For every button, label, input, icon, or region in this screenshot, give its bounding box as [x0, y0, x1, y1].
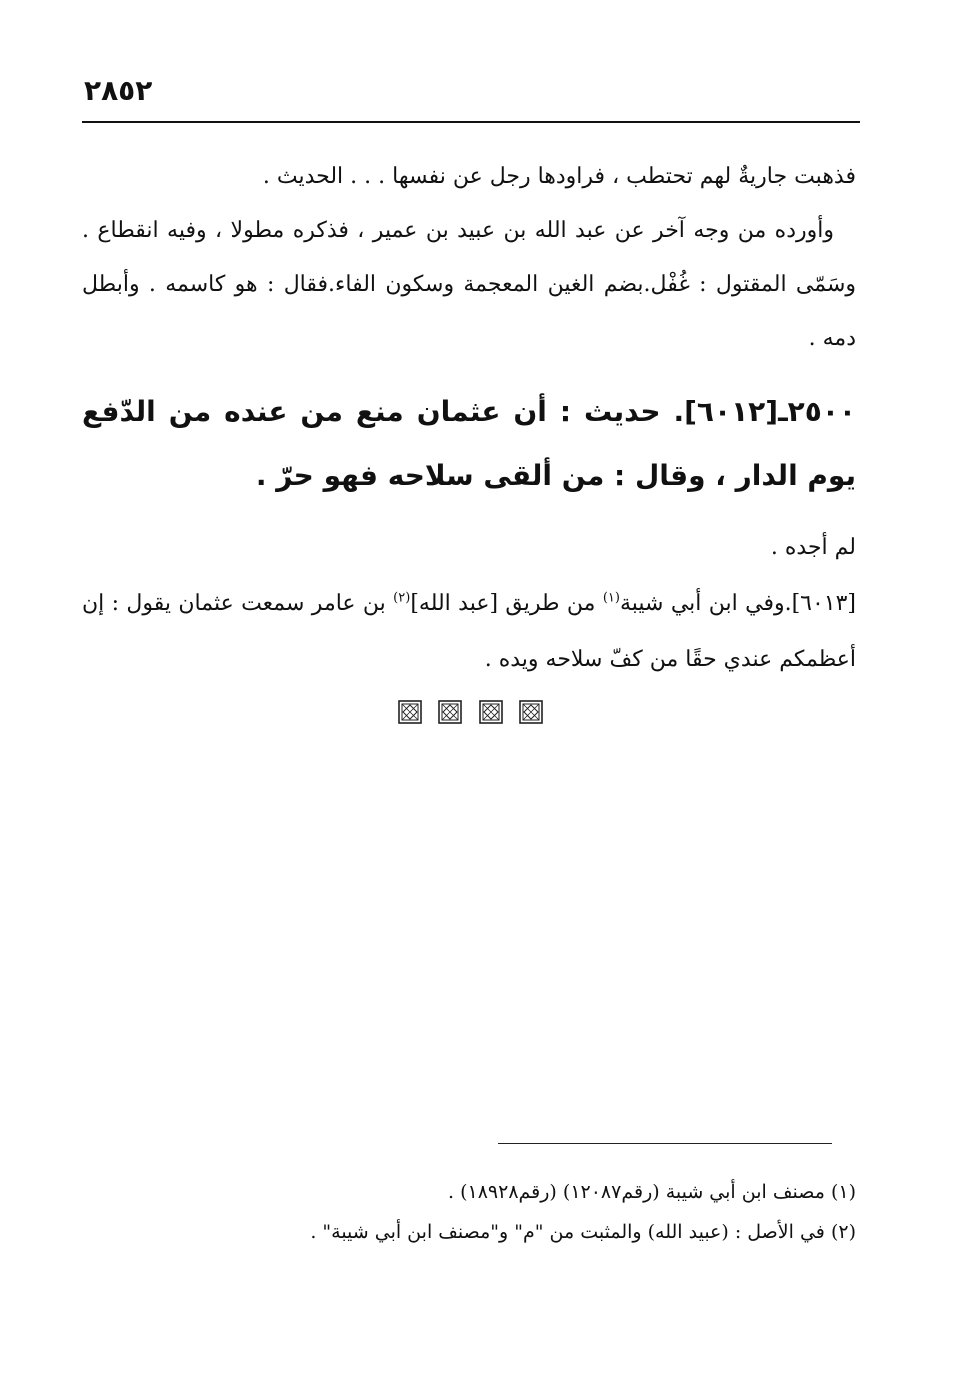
paragraph-2: وأورده من وجه آخر عن عبد الله بن عبيد بن عمير ، فذكره مطولا ، وفيه انقطاع . وسَمّى المقتول : غُفْل.بضم الغين المعجمة وسكون الفاء.فقال : هو كاسمه . وأبطل دمه .: [82, 218, 856, 351]
commentary-text-c: بن عامر سمعت عثمان يقول : إن أعظمكم عندي حقًا من كفّ سلاحه ويده .: [82, 591, 856, 672]
ornament-square-icon: [479, 700, 503, 724]
footnote-separator: [498, 1143, 832, 1144]
commentary-block: [82, 520, 856, 688]
hadith-reference: [٦٠١٢]: [684, 395, 779, 428]
hadith-number: ٢٥٠٠ـ: [778, 395, 856, 428]
section-divider-ornaments: [398, 700, 543, 726]
footnote-1: [200, 1172, 856, 1212]
footnotes-section: [200, 1172, 856, 1252]
hadith-text: . حديث : أن عثمان منع من عنده من الدّفع يوم الدار ، وقال : من ألقى سلاحه فهو حرّ .: [82, 395, 856, 492]
ornament-square-icon: [438, 700, 462, 724]
footnote-2-mark: (٢): [830, 1221, 856, 1243]
footnote-1-text: مصنف ابن أبي شيبة (رقم١٢٠٨٧) (رقم١٨٩٢٨) .: [448, 1181, 825, 1203]
footnote-1-mark: (١): [830, 1181, 856, 1203]
ornament-square-icon: [519, 700, 543, 724]
commentary-text-a: [٦٠١٣].وفي ابن أبي شيبة: [619, 591, 857, 616]
commentary-line-1: لم أجده .: [770, 535, 856, 560]
header-rule: [82, 121, 860, 123]
footnote-2-text: في الأصل : (عبيد الله) والمثبت من "م" و"مصنف ابن أبي شيبة" .: [310, 1221, 825, 1243]
page-number: ٢٨٥٢: [84, 74, 153, 107]
hadith-heading: [82, 380, 856, 508]
footnote-marker-1[interactable]: (١): [602, 590, 620, 606]
commentary-text-b: من طريق [عبد الله]: [410, 591, 596, 616]
footnote-2: [200, 1212, 856, 1252]
footnote-marker-2[interactable]: (٢): [393, 590, 411, 606]
paragraph-1: فذهبت جاريةٌ لهم تحتطب ، فراودها رجل عن نفسها . . . الحديث .: [262, 164, 856, 189]
hadith-heading-block: [82, 380, 856, 508]
ornament-square-icon: [398, 700, 422, 724]
commentary-paragraph: [82, 576, 856, 688]
opening-paragraph-block: [82, 150, 856, 366]
